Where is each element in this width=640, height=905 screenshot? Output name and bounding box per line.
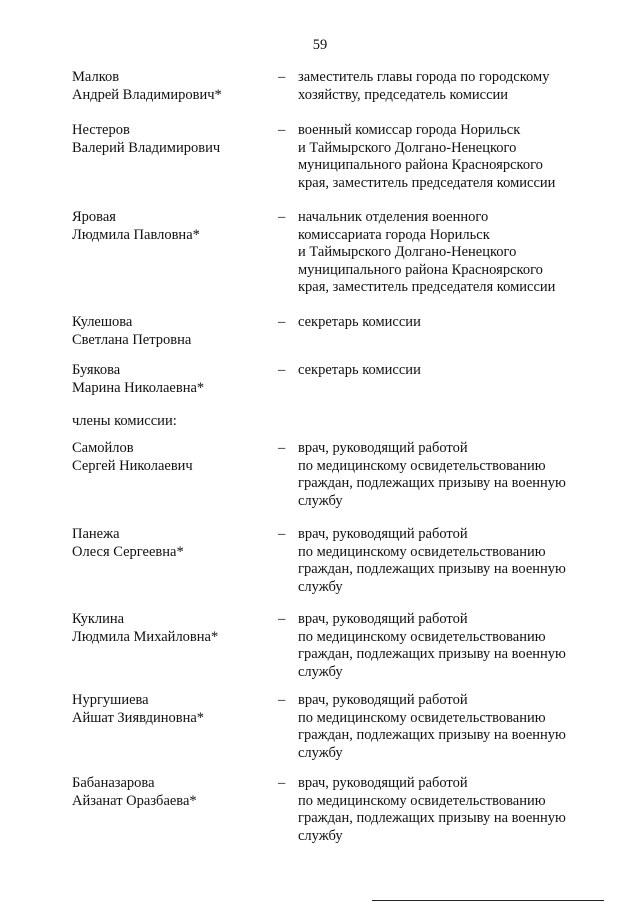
role-line: военный комиссар города Норильск [298,122,521,138]
member-given-name: Айзанат Оразбаева* [72,792,197,809]
member-surname: Кулешова [72,314,133,330]
role-line: граждан, подлежащих призыву на военную [298,646,566,662]
role-line: и Таймырского Долгано-Ненецкого [298,139,517,156]
member-name [72,526,272,561]
member-surname: Буякова [72,362,121,378]
member-surname: Яровая [72,209,116,225]
dash-separator: – [278,775,286,791]
member-surname: Панежа [72,526,120,542]
role-line: по медицинскому освидетельствованию [298,628,546,645]
section-label: члены комиссии: [72,413,177,429]
role-line: по медицинскому освидетельствованию [298,792,546,809]
member-surname: Бабаназарова [72,775,155,791]
member-given-name: Олеся Сергеевна* [72,543,184,560]
role-line: края, заместитель председателя комиссии [298,174,556,191]
role-line: службу [298,827,343,844]
role-line: врач, руководящий работой [298,775,468,791]
role-line: по медицинскому освидетельствованию [298,457,546,474]
dash-separator: – [278,122,286,138]
member-name [72,440,272,475]
member-role [298,209,598,297]
role-line: секретарь комиссии [298,362,421,378]
dash-separator: – [278,692,286,708]
role-line: секретарь комиссии [298,314,421,330]
member-name [72,209,272,244]
bottom-divider [372,900,604,901]
member-name [72,69,272,104]
member-role [298,526,598,596]
member-role [298,69,598,104]
role-line: муниципального района Красноярского [298,157,543,173]
member-name [72,362,272,397]
dash-separator: – [278,611,286,627]
member-surname: Самойлов [72,440,134,456]
member-role [298,775,598,845]
role-line: по медицинскому освидетельствованию [298,709,546,726]
member-given-name: Айшат Зиявдиновна* [72,709,205,726]
role-line: по медицинскому освидетельствованию [298,543,546,560]
member-given-name: Людмила Павловна* [72,226,200,243]
role-line: службу [298,663,343,680]
role-line: граждан, подлежащих призыву на военную [298,810,566,826]
member-name [72,775,272,810]
member-role [298,362,598,380]
member-given-name: Людмила Михайловна* [72,628,219,645]
role-line: граждан, подлежащих призыву на военную [298,727,566,743]
role-line: заместитель главы города по городскому [298,69,550,85]
member-surname: Куклина [72,611,125,627]
role-line: службу [298,578,343,595]
dash-separator: – [278,440,286,456]
role-line: врач, руководящий работой [298,440,468,456]
role-line: службу [298,744,343,761]
dash-separator: – [278,209,286,225]
dash-separator: – [278,526,286,542]
role-line: граждан, подлежащих призыву на военную [298,561,566,577]
member-surname: Малков [72,69,120,85]
member-given-name: Марина Николаевна* [72,379,205,396]
member-name [72,611,272,646]
dash-separator: – [278,69,286,85]
member-surname: Нургушиева [72,692,149,708]
member-given-name: Сергей Николаевич [72,457,193,474]
role-line: и Таймырского Долгано-Ненецкого [298,244,517,260]
member-role [298,611,598,681]
page-number: 59 [312,37,328,53]
role-line: врач, руководящий работой [298,526,468,542]
member-name [72,122,272,157]
role-line: граждан, подлежащих призыву на военную [298,475,566,491]
member-name [72,314,272,349]
member-given-name: Андрей Владимирович* [72,86,222,103]
dash-separator: – [278,314,286,330]
role-line: врач, руководящий работой [298,692,468,708]
member-given-name: Светлана Петровна [72,331,192,348]
role-line: врач, руководящий работой [298,611,468,627]
role-line: комиссариата города Норильск [298,226,490,243]
role-line: службу [298,492,343,509]
member-surname: Нестеров [72,122,130,138]
member-role [298,440,598,510]
dash-separator: – [278,362,286,378]
member-given-name: Валерий Владимирович [72,139,221,156]
role-line: муниципального района Красноярского [298,261,543,278]
member-name [72,692,272,727]
member-role [298,122,598,192]
role-line: края, заместитель председателя комиссии [298,279,556,295]
role-line: хозяйству, председатель комиссии [298,86,509,103]
member-role [298,314,598,332]
role-line: начальник отделения военного [298,209,489,225]
member-role [298,692,598,762]
